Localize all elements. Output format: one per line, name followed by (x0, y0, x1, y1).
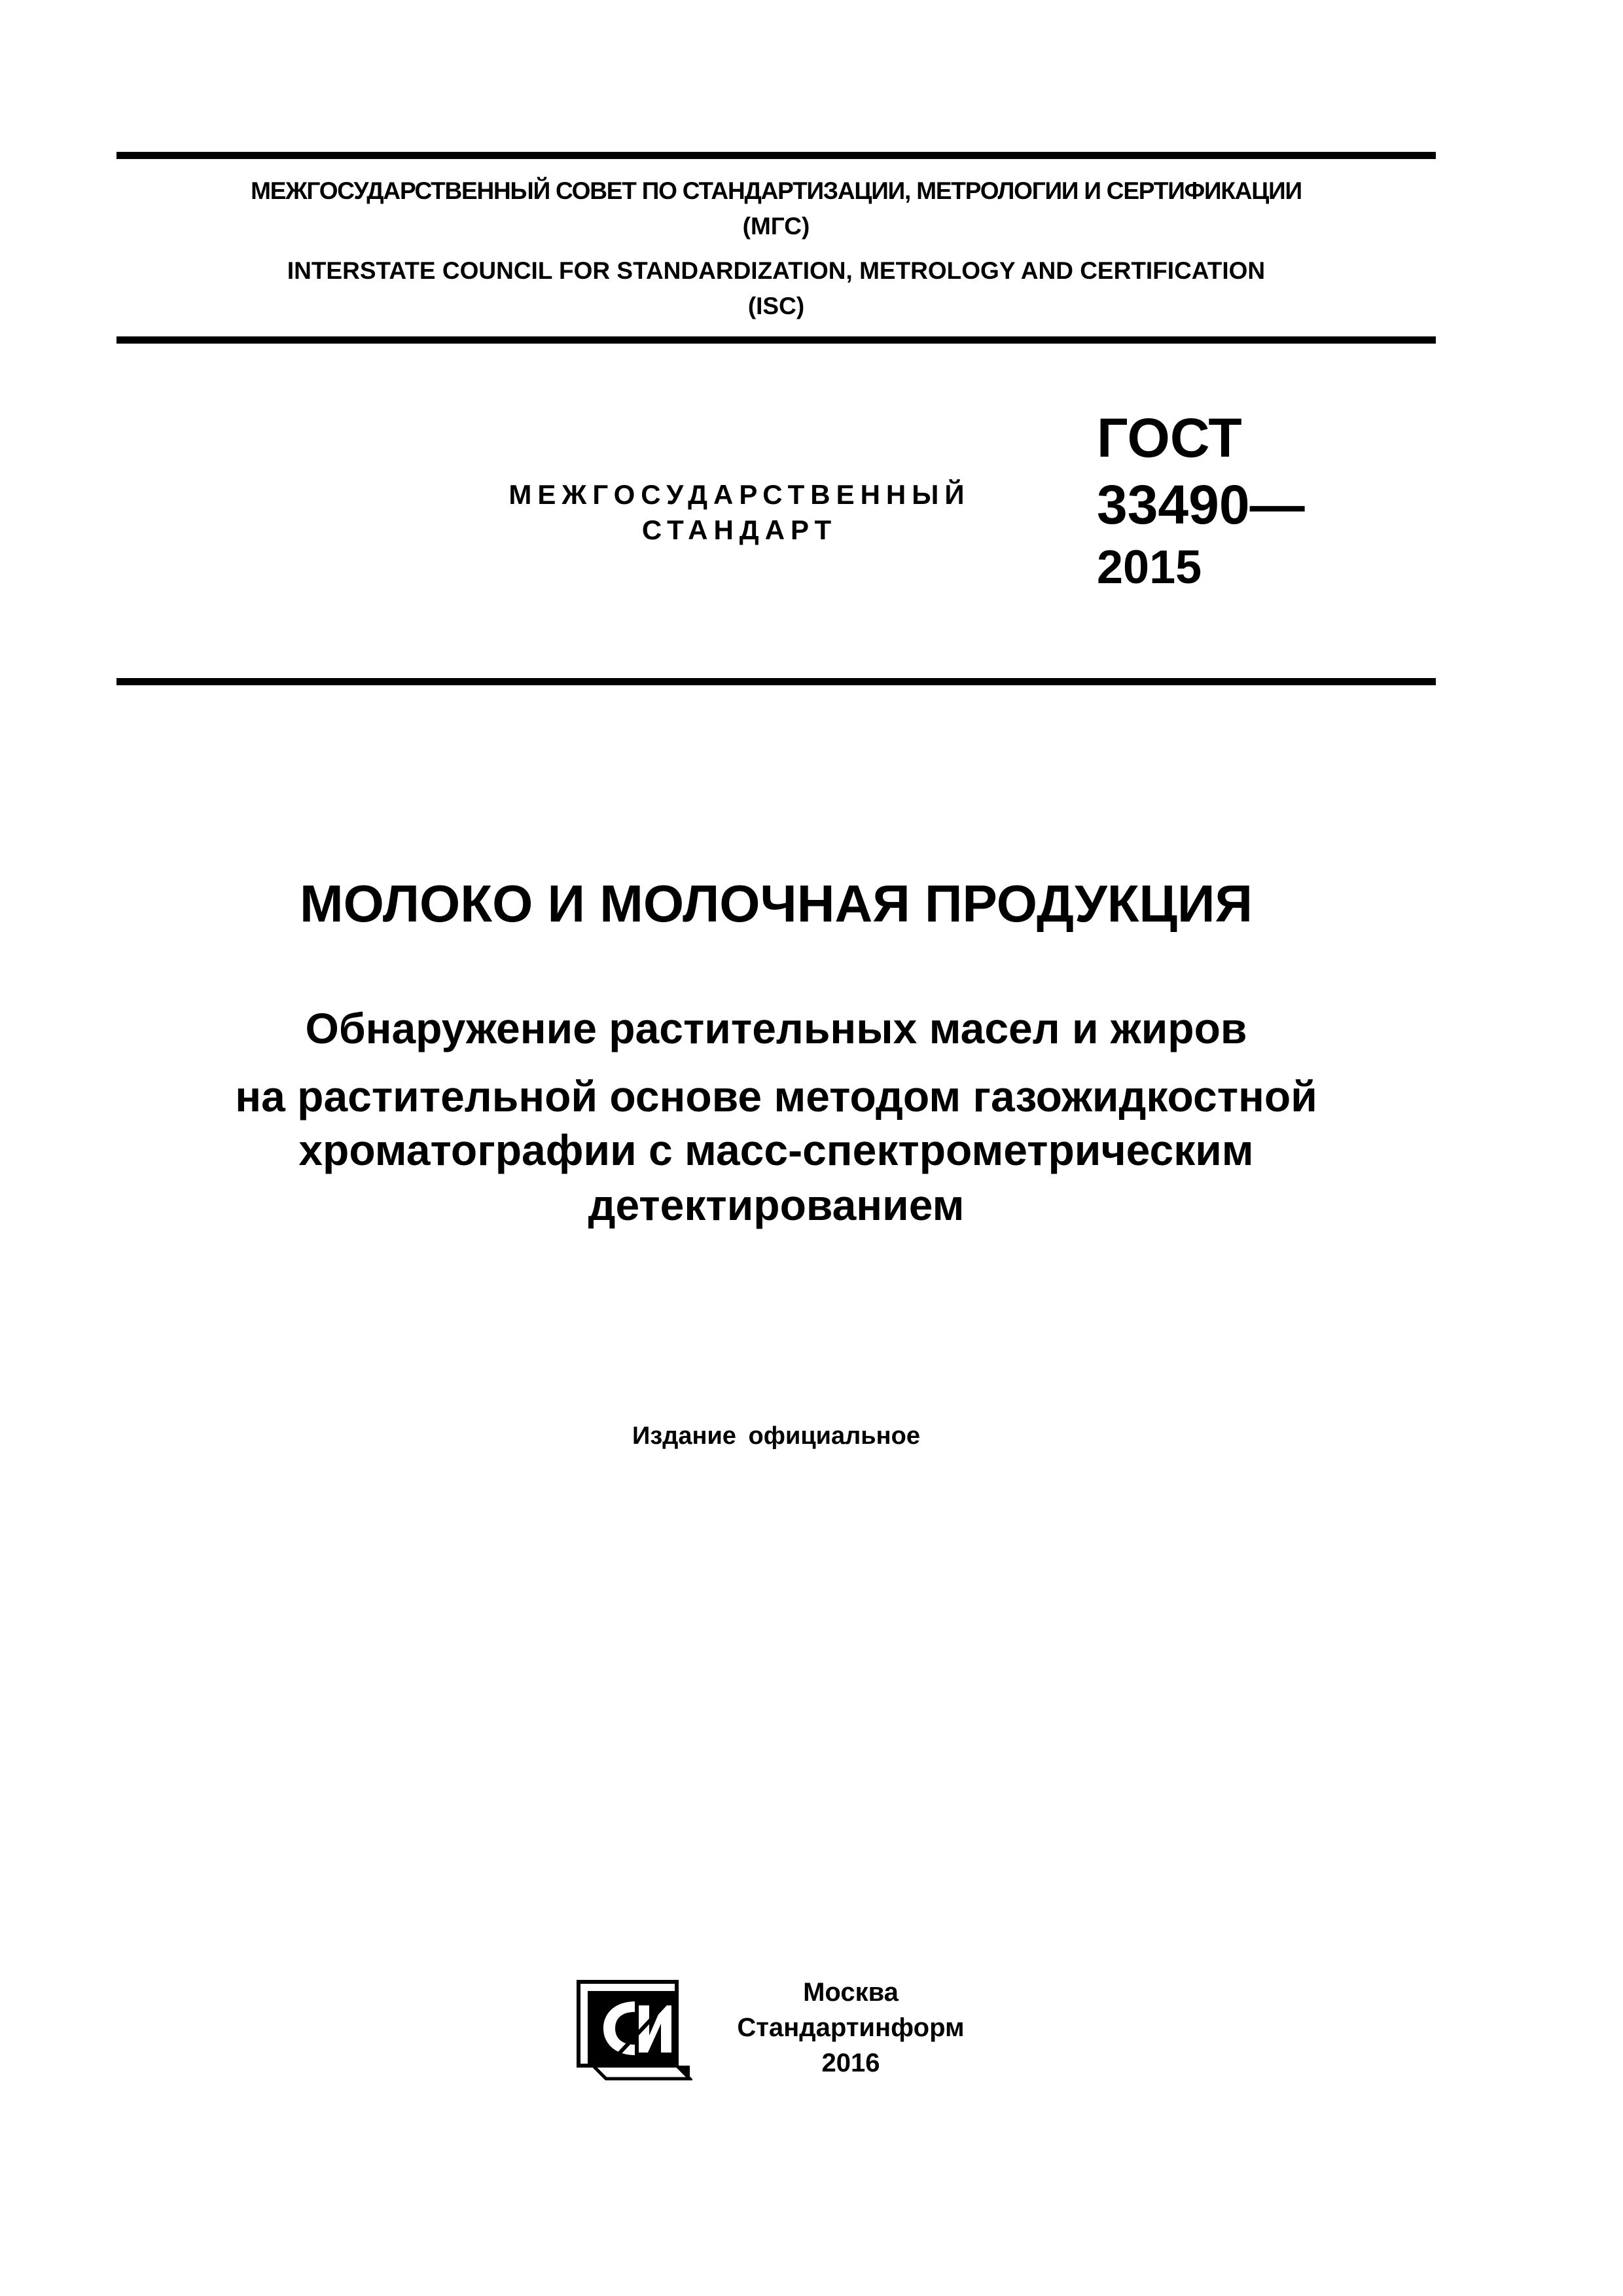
designation-rule (116, 678, 1436, 685)
subtitle-line-3: хроматографии с масс-спектрометрическим (298, 1126, 1254, 1174)
council-name-en: INTERSTATE COUNCIL FOR STANDARDIZATION, METROLOGY AND CERTIFICATION (287, 257, 1266, 284)
gost-number: 33490— (1097, 474, 1305, 535)
gost-year: 2015 (1097, 541, 1202, 594)
imprint-publisher: Стандартинформ (737, 2013, 965, 2042)
header-rule (116, 336, 1436, 344)
main-title: МОЛОКО И МОЛОЧНАЯ ПРОДУКЦИЯ (300, 874, 1253, 933)
subtitle-line-2: на растительной основе методом газожидкостной (235, 1072, 1317, 1121)
standard-type-line2: СТАНДАРТ (641, 514, 838, 545)
standartinform-logo-icon (575, 1979, 692, 2081)
subtitle-line-1: Обнаружение растительных масел и жиров (305, 1004, 1247, 1052)
edition-note: Издание официальное (632, 1422, 920, 1450)
imprint-city: Москва (803, 1978, 899, 2007)
gost-designation: ГОСТ (1097, 407, 1242, 469)
top-rule (116, 152, 1436, 159)
council-abbr-ru: (МГС) (742, 213, 810, 240)
council-name-ru: МЕЖГОСУДАРСТВЕННЫЙ СОВЕТ ПО СТАНДАРТИЗАЦИИ, МЕТРОЛОГИИ И СЕРТИФИКАЦИИ (251, 177, 1302, 204)
imprint-year: 2016 (821, 2049, 880, 2077)
subtitle-line-4: детектированием (588, 1181, 965, 1229)
council-abbr-en: (ISC) (747, 293, 805, 319)
standard-type-line1: МЕЖГОСУДАРСТВЕННЫЙ (508, 479, 971, 510)
